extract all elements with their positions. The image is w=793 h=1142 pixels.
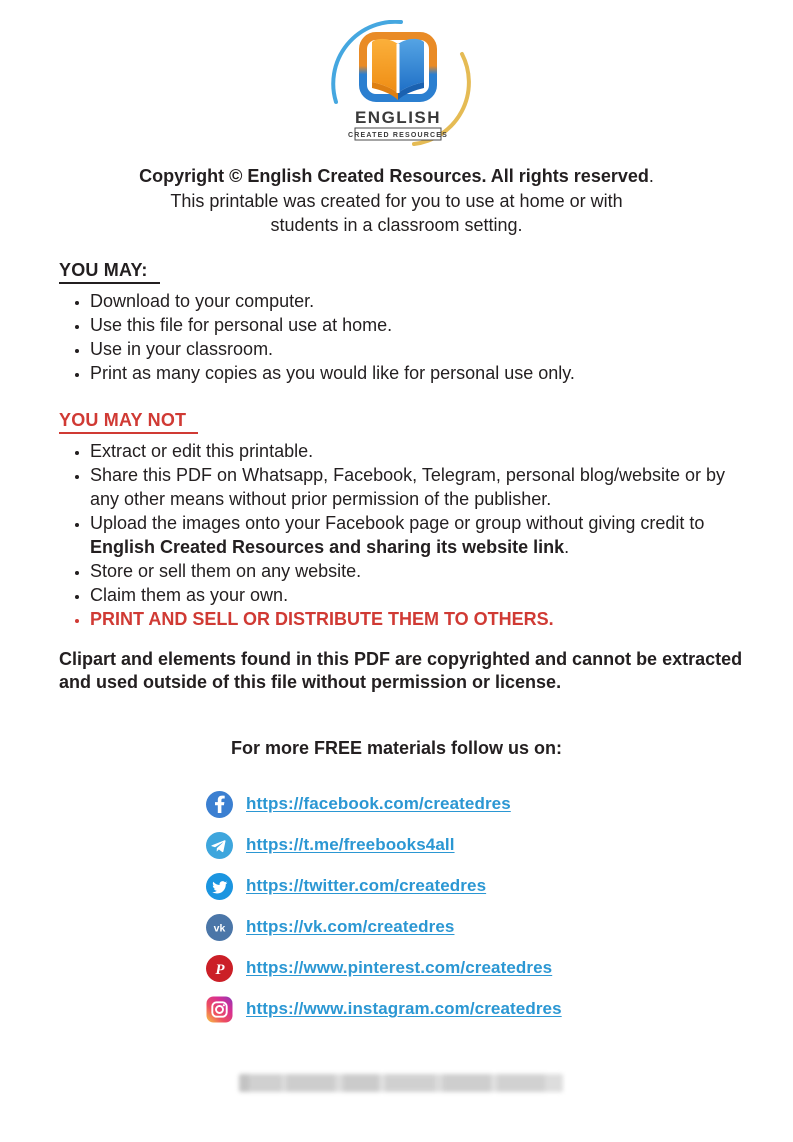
copyright-line1	[0, 164, 793, 189]
list-item: • Extract or edit this printable.	[90, 439, 735, 463]
vk-link[interactable]: https://vk.com/createdres	[246, 917, 455, 936]
instagram-icon	[206, 996, 233, 1023]
you-may-not-list	[59, 439, 735, 631]
follow-us-heading: For more FREE materials follow us on:	[230, 737, 563, 758]
svg-text:vk: vk	[213, 922, 226, 934]
list-item: • Use this file for personal use at home.	[90, 313, 735, 337]
social-row-vk	[206, 907, 793, 948]
vk-icon	[206, 914, 233, 941]
list-item: • Print as many copies as you would like for personal use only.	[90, 361, 735, 385]
copyright-line2: This printable was created for you to use at home or with	[170, 190, 623, 211]
brand-logo-graphic	[315, 20, 479, 148]
list-item-warning: • PRINT AND SELL OR DISTRIBUTE THEM TO OTHERS.	[90, 607, 735, 631]
you-may-heading: YOU MAY:	[59, 260, 160, 284]
social-links-list	[206, 784, 793, 1030]
you-may-not-heading: YOU MAY NOT	[59, 410, 198, 434]
list-item: • Use in your classroom.	[90, 337, 735, 361]
svg-text:P: P	[215, 961, 225, 978]
you-may-list	[59, 289, 735, 385]
list-item: • Download to your computer.	[90, 289, 735, 313]
logo-title: ENGLISH	[354, 108, 441, 127]
social-row-telegram	[206, 825, 793, 866]
list-item-period: .	[564, 536, 570, 557]
copyright-period: .	[648, 166, 654, 186]
twitter-link[interactable]: https://twitter.com/createdres	[246, 876, 487, 895]
redacted-watermark	[239, 1074, 563, 1092]
list-item: • Share this PDF on Whatsapp, Facebook, Telegram, personal blog/website or by any other means without prior permission of the publisher.	[90, 463, 735, 511]
social-row-pinterest	[206, 948, 793, 989]
list-item-text: Upload the images onto your Facebook page or group without giving credit to	[90, 512, 705, 533]
list-item	[90, 511, 735, 559]
you-may-not-section	[59, 410, 793, 631]
pinterest-icon	[206, 955, 233, 982]
social-row-instagram	[206, 989, 793, 1030]
social-row-twitter	[206, 866, 793, 907]
telegram-link[interactable]: https://t.me/freebooks4all	[246, 835, 455, 854]
telegram-icon	[206, 832, 233, 859]
twitter-icon	[206, 873, 233, 900]
list-item: • Store or sell them on any website.	[90, 559, 735, 583]
copyright-line3: students in a classroom setting.	[270, 215, 523, 235]
facebook-icon	[206, 791, 233, 818]
brand-logo	[315, 20, 479, 148]
you-may-section	[59, 260, 793, 385]
social-row-facebook	[206, 784, 793, 825]
pinterest-link[interactable]: https://www.pinterest.com/createdres	[246, 958, 553, 977]
copyright-bold-text: Copyright © English Created Resources. All rights reserved	[139, 166, 649, 186]
list-item: • Claim them as your own.	[90, 583, 735, 607]
logo-subtitle: CREATED RESOURCES	[347, 132, 448, 139]
list-item-bold-text: English Created Resources and sharing its website link	[90, 536, 565, 557]
instagram-link[interactable]: https://www.instagram.com/createdres	[246, 999, 562, 1018]
facebook-link[interactable]: https://facebook.com/createdres	[246, 794, 511, 813]
clipart-notice: Clipart and elements found in this PDF are copyrighted and cannot be extracted and used outside of this file without permission or license.	[59, 648, 743, 692]
copyright-block	[0, 164, 793, 238]
